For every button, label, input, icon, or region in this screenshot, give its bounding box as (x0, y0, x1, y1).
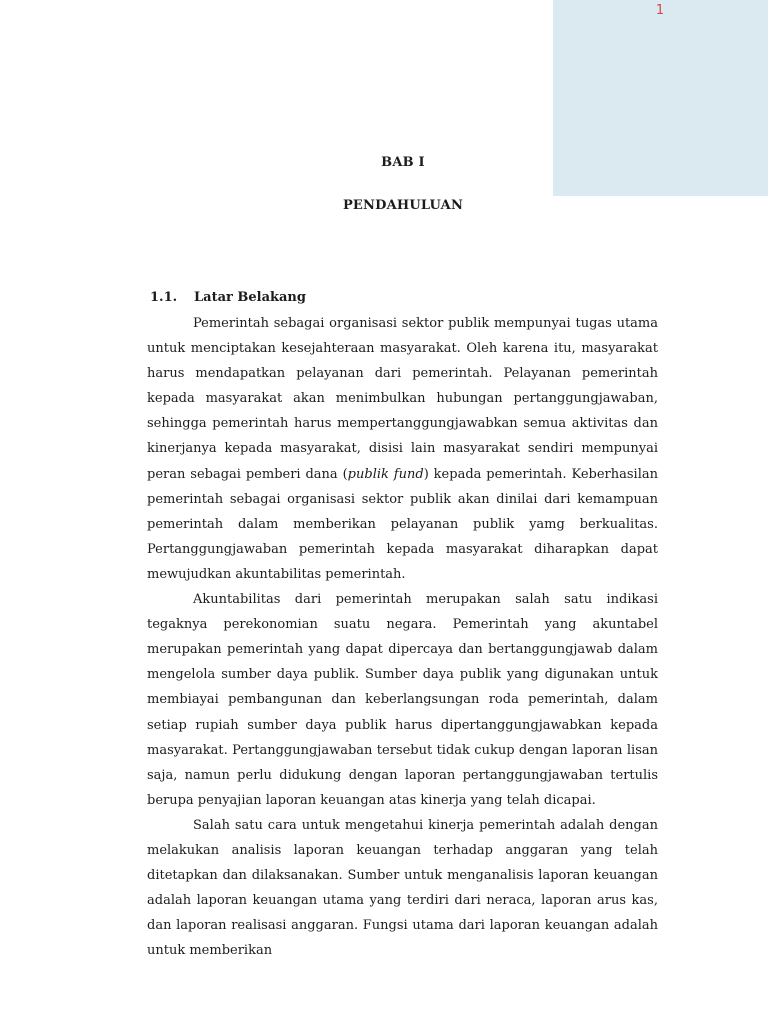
body-text (147, 311, 658, 963)
chapter-number: BAB I (381, 155, 425, 170)
section-heading (150, 290, 306, 305)
paragraph-1-part-1: Pemerintah sebagai organisasi sektor publik mempunyai tugas utama untuk menciptakan kesejahteraan masyarakat. Oleh karena itu, masyarakat harus mendapatkan pelayanan dari pemerintah. Pelayanan pemerintah kepada masyarakat akan menimbulkan hubungan pertanggungjawaban, sehingga pemerintah harus mempertanggungjawabkan semua aktivitas dan kinerjanya kepada masyarakat, disisi lain masyarakat sendiri mempunyai peran sebagai pemberi dana ( (147, 316, 658, 482)
paragraph-1-part-2: ) kepada pemerintah. Keberhasilan pemerintah sebagai organisasi sektor publik akan dinilai dari kemampuan pemerintah dalam memberikan pelayanan publik yamg berkualitas. Pertanggungjawaban pemerintah kepada masyarakat diharapkan dapat mewujudkan akuntabilitas pemerintah. (147, 466, 658, 582)
chapter-title: PENDAHULUAN (342, 198, 464, 213)
paragraph-1 (147, 311, 658, 587)
paragraph-1-italic-term: publik fund (347, 466, 424, 482)
section-title: Latar Belakang (194, 290, 306, 305)
section-number: 1.1. (150, 290, 178, 305)
paragraph-3: Salah satu cara untuk mengetahui kinerja pemerintah adalah dengan melakukan analisis laporan keuangan terhadap anggaran yang telah ditetapkan dan dilaksanakan. Sumber untuk menganalisis laporan keuangan adalah laporan keuangan utama yang terdiri dari neraca, laporan arus kas, dan laporan realisasi anggaran. Fungsi utama dari laporan keuangan adalah untuk memberikan (147, 817, 658, 959)
page-number: 1 (655, 3, 665, 18)
paragraph-2: Akuntabilitas dari pemerintah merupakan salah satu indikasi tegaknya perekonomian suatu negara. Pemerintah yang akuntabel merupakan pemerintah yang dapat dipercaya dan bertanggungjawab dalam mengelola sumber daya publik. Sumber daya publik yang digunakan untuk membiayai pembangunan dan keberlangsungan roda pemerintah, dalam setiap rupiah sumber daya publik harus dipertanggungjawabkan kepada masyarakat. Pertanggungjawaban tersebut tidak cukup dengan laporan lisan saja, namun perlu didukung dengan laporan pertanggungjawaban tertulis berupa penyajian laporan keuangan atas kinerja yang telah dicapai. (147, 592, 658, 808)
